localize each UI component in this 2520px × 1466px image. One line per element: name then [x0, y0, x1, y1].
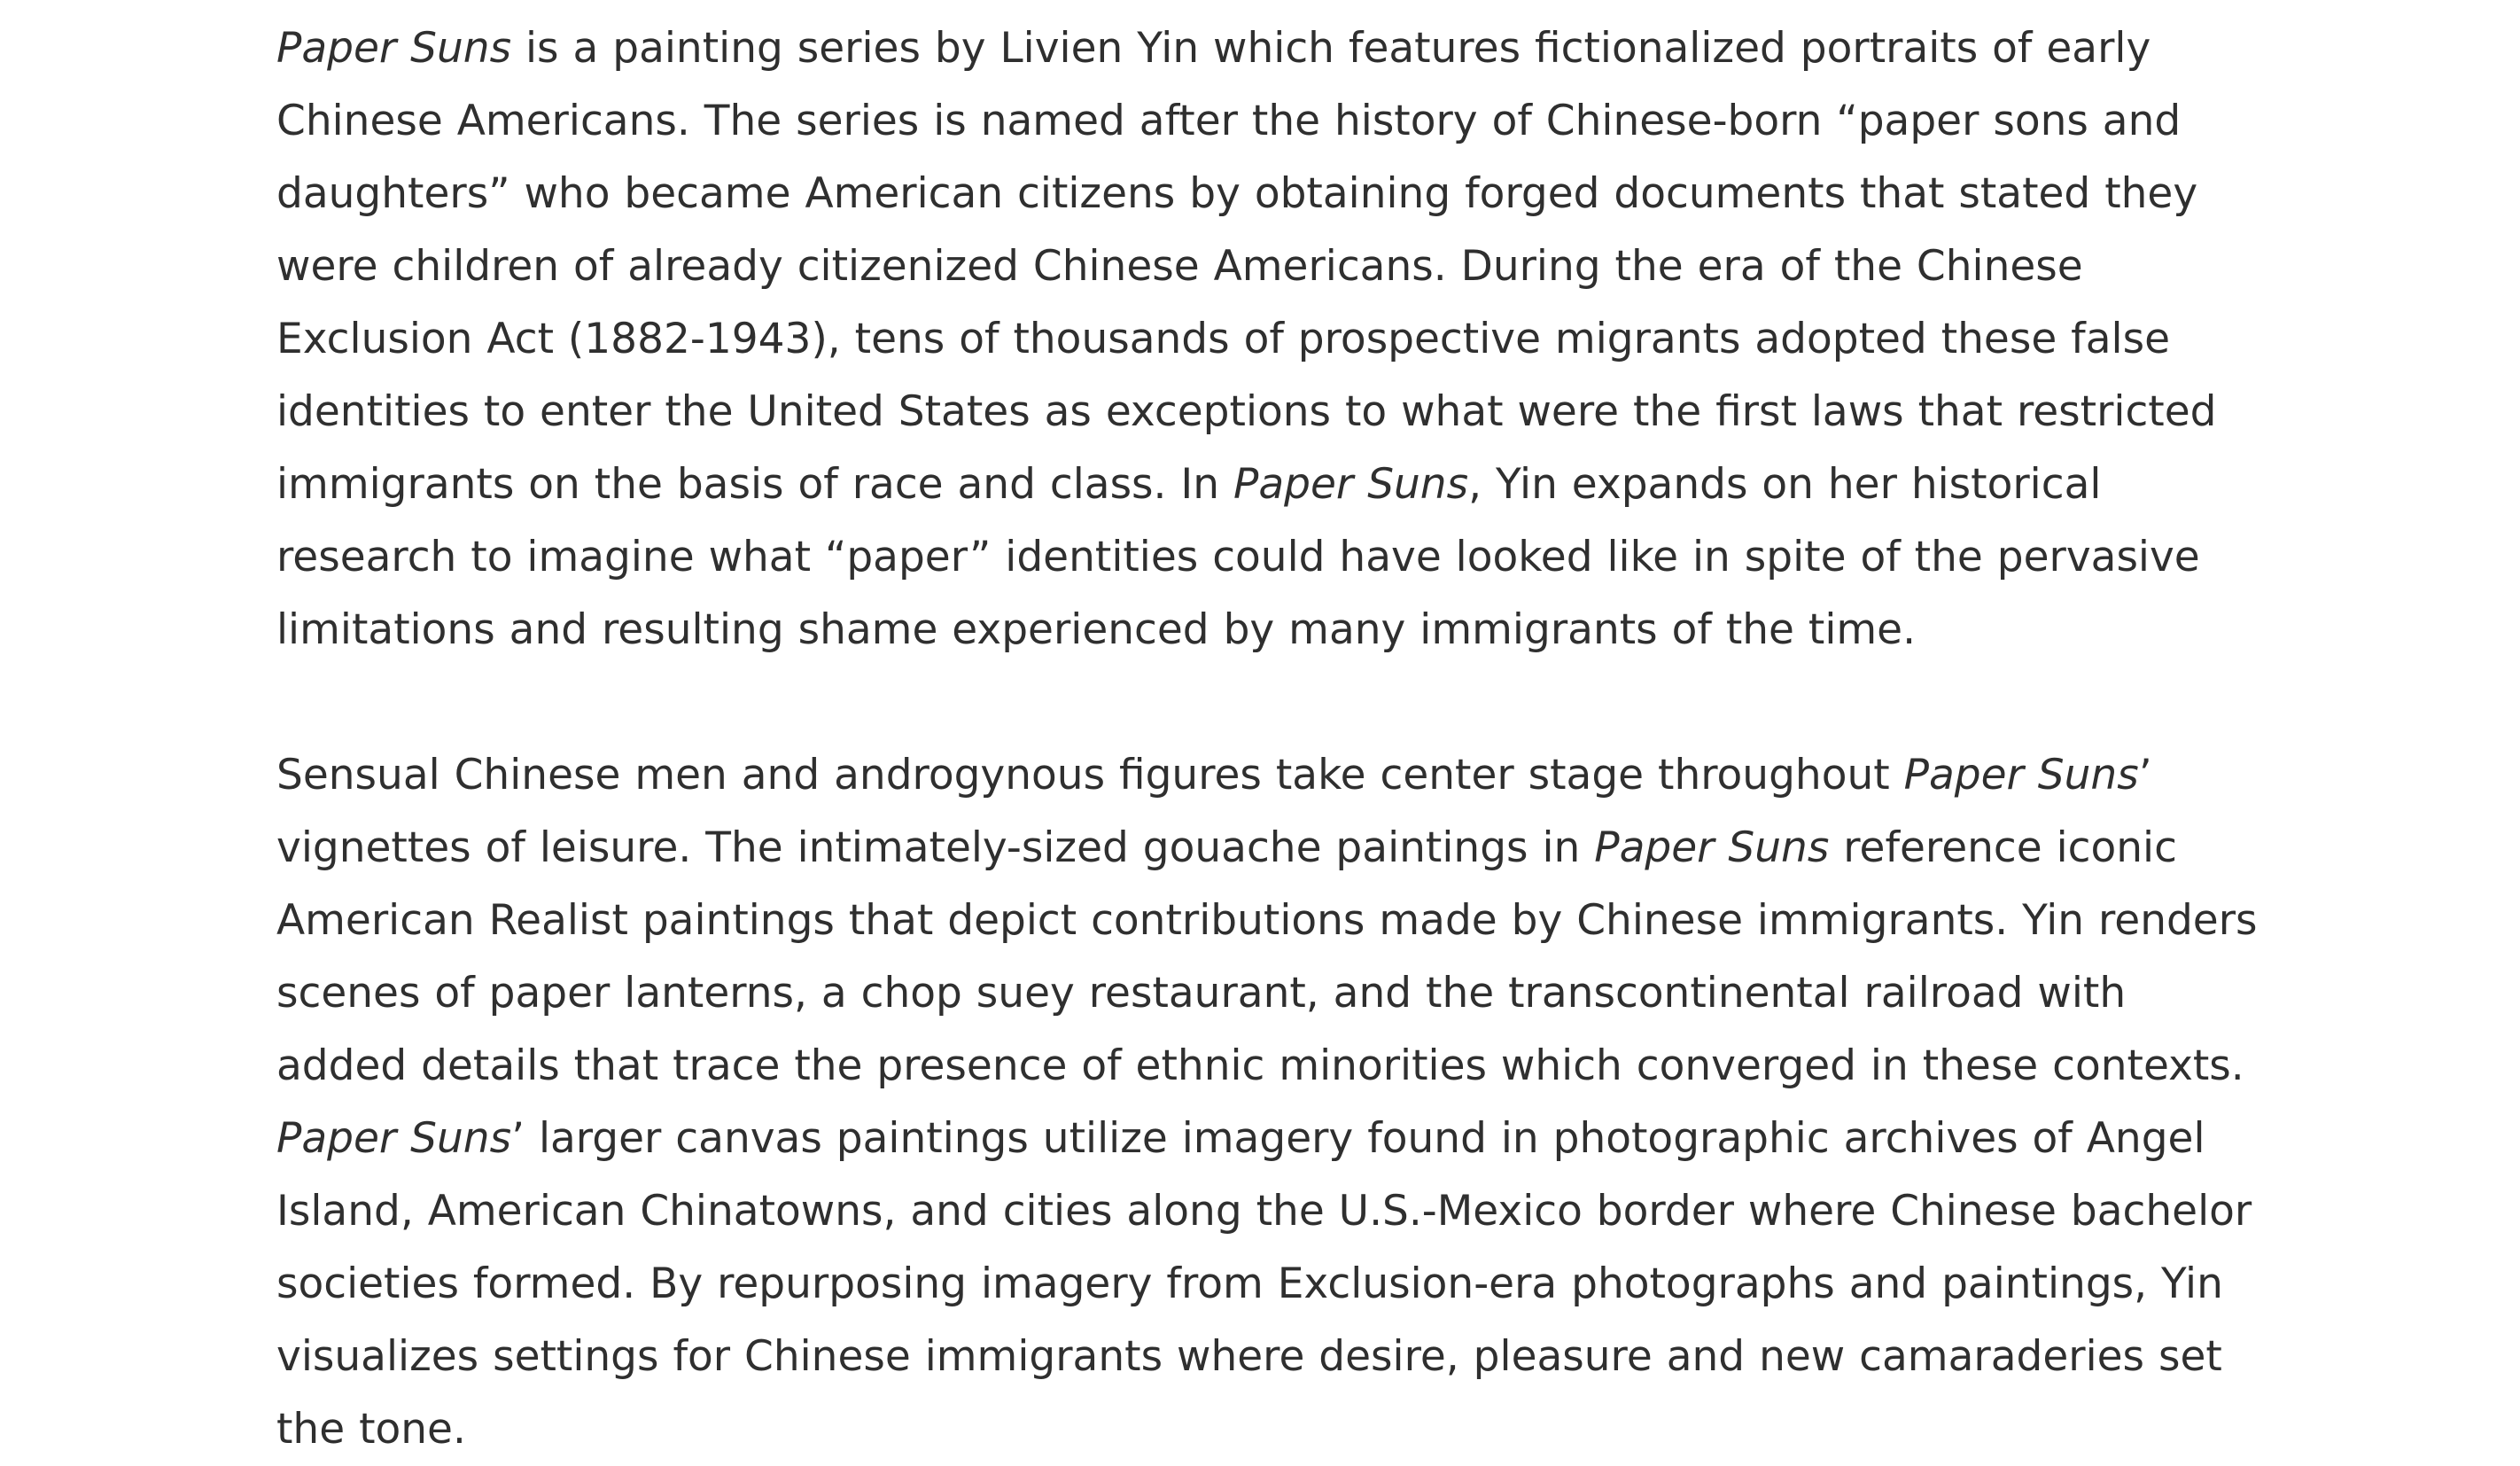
- paragraph-intro: [276, 12, 2261, 667]
- paragraph-text: Sensual Chinese men and androgynous figures take center stage throughout: [276, 751, 1904, 799]
- series-title: Paper Suns: [276, 1114, 512, 1163]
- article-body: [276, 12, 2261, 1466]
- paragraph-text: reference iconic American Realist paintings that depict contributions made by Chinese immigrants. Yin renders scenes of paper lanterns, a chop suey restaurant, and the transcontinental railroad with added details that trace the presence of ethnic minorities which converged in these contexts.: [276, 823, 2258, 1090]
- paragraph-text: , Yin expands on her historical research to imagine what “paper” identities could have looked like in spite of the pervasive limitations and resulting shame experienced by many immigrants of the time.: [276, 460, 2200, 654]
- series-title: Paper Suns: [1903, 751, 2139, 799]
- paragraph-description: [276, 739, 2261, 1466]
- series-title: Paper Suns: [276, 24, 512, 73]
- paragraph-text: is a painting series by Livien Yin which features fictionalized portraits of early Chinese Americans. The series is named after the history of Chinese-born “paper sons and daughters” who became American citizens by obtaining forged documents that stated they were children of already citizenized Chinese Americans. During the era of the Chinese Exclusion Act (1882-1943), tens of thousands of prospective migrants adopted these false identities to enter the United States as exceptions to what were the first laws that restricted immigrants on the basis of race and class. In: [276, 24, 2217, 509]
- paragraph-text: ’ vignettes of leisure. The intimately-sized gouache paintings in: [276, 751, 2152, 872]
- series-title: Paper Suns: [1594, 823, 1830, 872]
- series-title: Paper Suns: [1233, 460, 1469, 509]
- paragraph-text: ’ larger canvas paintings utilize imagery found in photographic archives of Angel Island, American Chinatowns, and cities along the U.S.-Mexico border where Chinese bachelor societies formed. By repurposing imagery from Exclusion-era photographs and paintings, Yin visualizes settings for Chinese immigrants where desire, pleasure and new camaraderies set the tone.: [276, 1114, 2252, 1454]
